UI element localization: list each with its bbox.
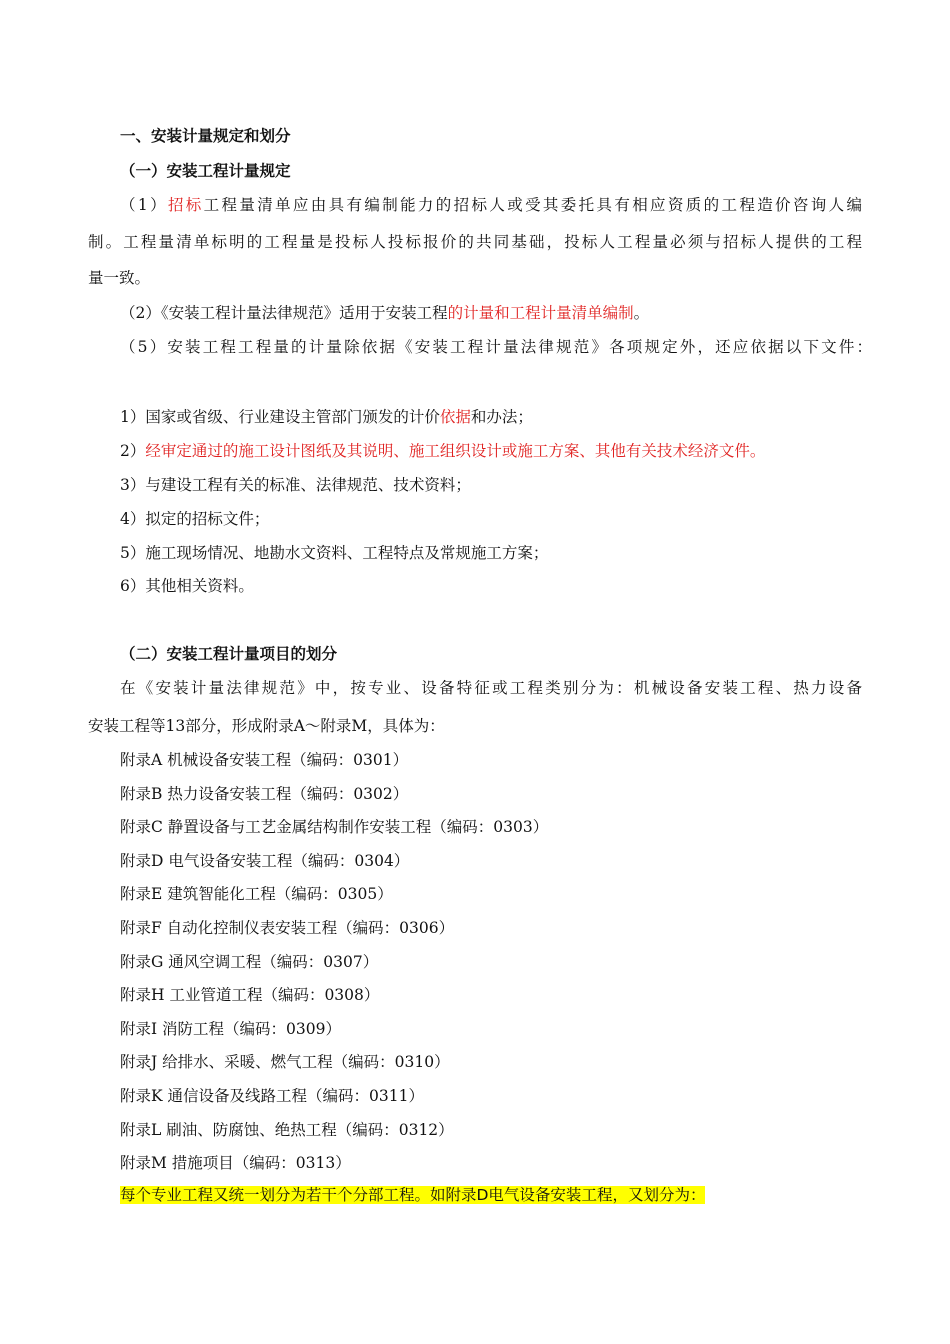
list-item-5: 5）施工现场情况、地勘水文资料、工程特点及常规施工方案； bbox=[120, 544, 549, 562]
appendix-item: 附录A 机械设备安装工程（编码：0301） bbox=[120, 751, 409, 769]
para-5: （5）安装工程工程量的计量除依据《安装工程计量法律规范》各项规定外，还应依据以下文件： bbox=[120, 338, 872, 356]
appendix-item: 附录B 热力设备安装工程（编码：0302） bbox=[120, 785, 409, 803]
appendix-item: 附录C 静置设备与工艺金属结构制作安装工程（编码：0303） bbox=[120, 818, 549, 836]
section-2-title: （二）安装工程计量项目的划分 bbox=[120, 645, 338, 663]
list-item-6: 6）其他相关资料。 bbox=[120, 577, 254, 595]
section-1-title: （一）安装工程计量规定 bbox=[120, 162, 291, 180]
appendix-item: 附录F 自动化控制仪表安装工程（编码：0306） bbox=[120, 919, 455, 937]
para-1-line-3: 量一致。 bbox=[88, 269, 151, 287]
list-item-1-red-text: 依据 bbox=[439, 408, 471, 426]
appendix-item: 附录E 建筑智能化工程（编码：0305） bbox=[120, 885, 393, 903]
para-1-red-text: 招标 bbox=[167, 196, 204, 214]
section-2-intro-line-2: 安装工程等13部分，形成附录A～附录M，具体为： bbox=[88, 717, 445, 735]
appendix-item: 附录M 措施项目（编码：0313） bbox=[120, 1154, 351, 1172]
para-2-red-text: 的计量和工程计量清单编制 bbox=[447, 304, 634, 322]
highlighted-note bbox=[120, 1185, 705, 1205]
appendix-item: 附录D 电气设备安装工程（编码：0304） bbox=[120, 852, 410, 870]
para-1-line-1 bbox=[120, 195, 862, 215]
appendix-item: 附录G 通风空调工程（编码：0307） bbox=[120, 953, 379, 971]
list-item-4: 4）拟定的招标文件； bbox=[120, 510, 270, 528]
list-item-1 bbox=[120, 407, 533, 427]
para-2 bbox=[120, 303, 649, 323]
appendix-item: 附录K 通信设备及线路工程（编码：0311） bbox=[120, 1087, 424, 1105]
para-1-prefix: （1） bbox=[120, 196, 168, 214]
section-2-intro-line-1: 在《安装计量法律规范》中，按专业、设备特征或工程类别分为：机械设备安装工程、热力设备 bbox=[120, 679, 862, 697]
para-2-prefix: （2）《安装工程计量法律规范》适用于安装工程 bbox=[120, 304, 448, 322]
appendix-item: 附录J 给排水、采暖、燃气工程（编码：0310） bbox=[120, 1053, 450, 1071]
list-item-1-suffix: 和办法； bbox=[470, 408, 533, 426]
highlighted-note-text: 每个专业工程又统一划分为若干个分部工程。如附录D电气设备安装工程，又划分为： bbox=[120, 1186, 706, 1204]
list-item-2 bbox=[120, 441, 765, 461]
heading-1: 一、安装计量规定和划分 bbox=[120, 127, 291, 145]
para-2-suffix: 。 bbox=[633, 304, 650, 322]
list-item-2-number: 2） bbox=[120, 442, 146, 460]
para-1-line-2: 制。工程量清单标明的工程量是投标人投标报价的共同基础，投标人工程量必须与招标人提供的工程 bbox=[88, 233, 862, 251]
para-1-text: 工程量清单应由具有编制能力的招标人或受其委托具有相应资质的工程造价咨询人编 bbox=[203, 196, 862, 214]
appendix-item: 附录I 消防工程（编码：0309） bbox=[120, 1020, 341, 1038]
list-item-1-text: 1）国家或省级、行业建设主管部门颁发的计价 bbox=[120, 408, 440, 426]
appendix-item: 附录L 刷油、防腐蚀、绝热工程（编码：0312） bbox=[120, 1121, 454, 1139]
list-item-3: 3）与建设工程有关的标准、法律规范、技术资料； bbox=[120, 476, 471, 494]
appendix-item: 附录H 工业管道工程（编码：0308） bbox=[120, 986, 380, 1004]
list-item-2-red-text: 经审定通过的施工设计图纸及其说明、施工组织设计或施工方案、其他有关技术经济文件。 bbox=[145, 442, 766, 460]
